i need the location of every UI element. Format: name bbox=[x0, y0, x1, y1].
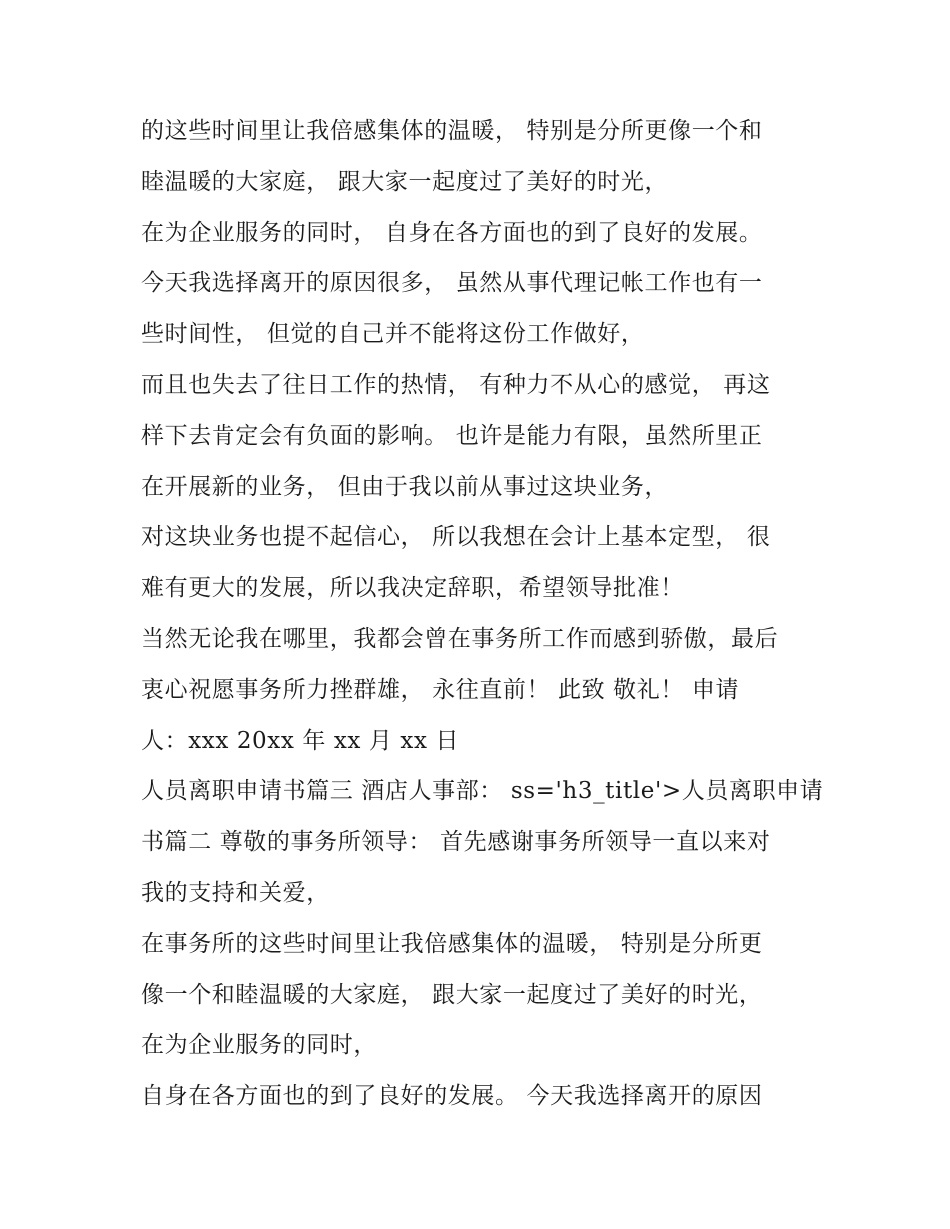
text-line: 的这些时间里让我倍感集体的温暖， 特别是分所更像一个和 bbox=[141, 118, 763, 144]
text-line: 样下去肯定会有负面的影响。 也许是能力有限，虽然所里正 bbox=[141, 422, 763, 449]
text-line: 睦温暖的大家庭， 跟大家一起度过了美好的时光， bbox=[141, 168, 669, 195]
text-line: 当然无论我在哪里，我都会曾在事务所工作而感到骄傲，最后 bbox=[141, 625, 779, 652]
text-line: 书篇二 尊敬的事务所领导： 首先感谢事务所领导一直以来对 bbox=[141, 829, 771, 856]
text-line: 在为企业服务的同时， 自身在各方面也的到了良好的发展。 bbox=[141, 219, 763, 246]
text-line: 人员离职申请书篇三 酒店人事部： ss='h3_title'>人员离职申请 bbox=[141, 778, 824, 805]
text-line: 对这块业务也提不起信心， 所以我想在会计上基本定型， 很 bbox=[141, 524, 771, 551]
text-line: 像一个和睦温暖的大家庭， 跟大家一起度过了美好的时光， bbox=[141, 981, 763, 1008]
text-line: 些时间性， 但觉的自己并不能将这份工作做好， bbox=[141, 321, 645, 348]
text-line: 难有更大的发展，所以我决定辞职，希望领导批准！ bbox=[141, 575, 684, 602]
text-line: 人：xxx 20xx 年 xx 月 xx 日 bbox=[141, 727, 460, 754]
text-line: 在为企业服务的同时， bbox=[141, 1032, 377, 1059]
text-line: 在开展新的业务， 但由于我以前从事过这块业务， bbox=[141, 473, 669, 500]
text-line: 在事务所的这些时间里让我倍感集体的温暖， 特别是分所更 bbox=[141, 930, 763, 957]
text-line: 而且也失去了往日工作的热情， 有种力不从心的感觉， 再这 bbox=[141, 371, 771, 398]
text-line: 我的支持和关爱， bbox=[141, 879, 330, 906]
text-line: 衷心祝愿事务所力挫群雄， 永往直前！ 此致 敬礼！ 申请 bbox=[141, 676, 740, 703]
text-line: 自身在各方面也的到了良好的发展。 今天我选择离开的原因 bbox=[141, 1083, 763, 1110]
text-line: 今天我选择离开的原因很多， 虽然从事代理记帐工作也有一 bbox=[141, 270, 763, 297]
document-body bbox=[141, 106, 841, 1122]
